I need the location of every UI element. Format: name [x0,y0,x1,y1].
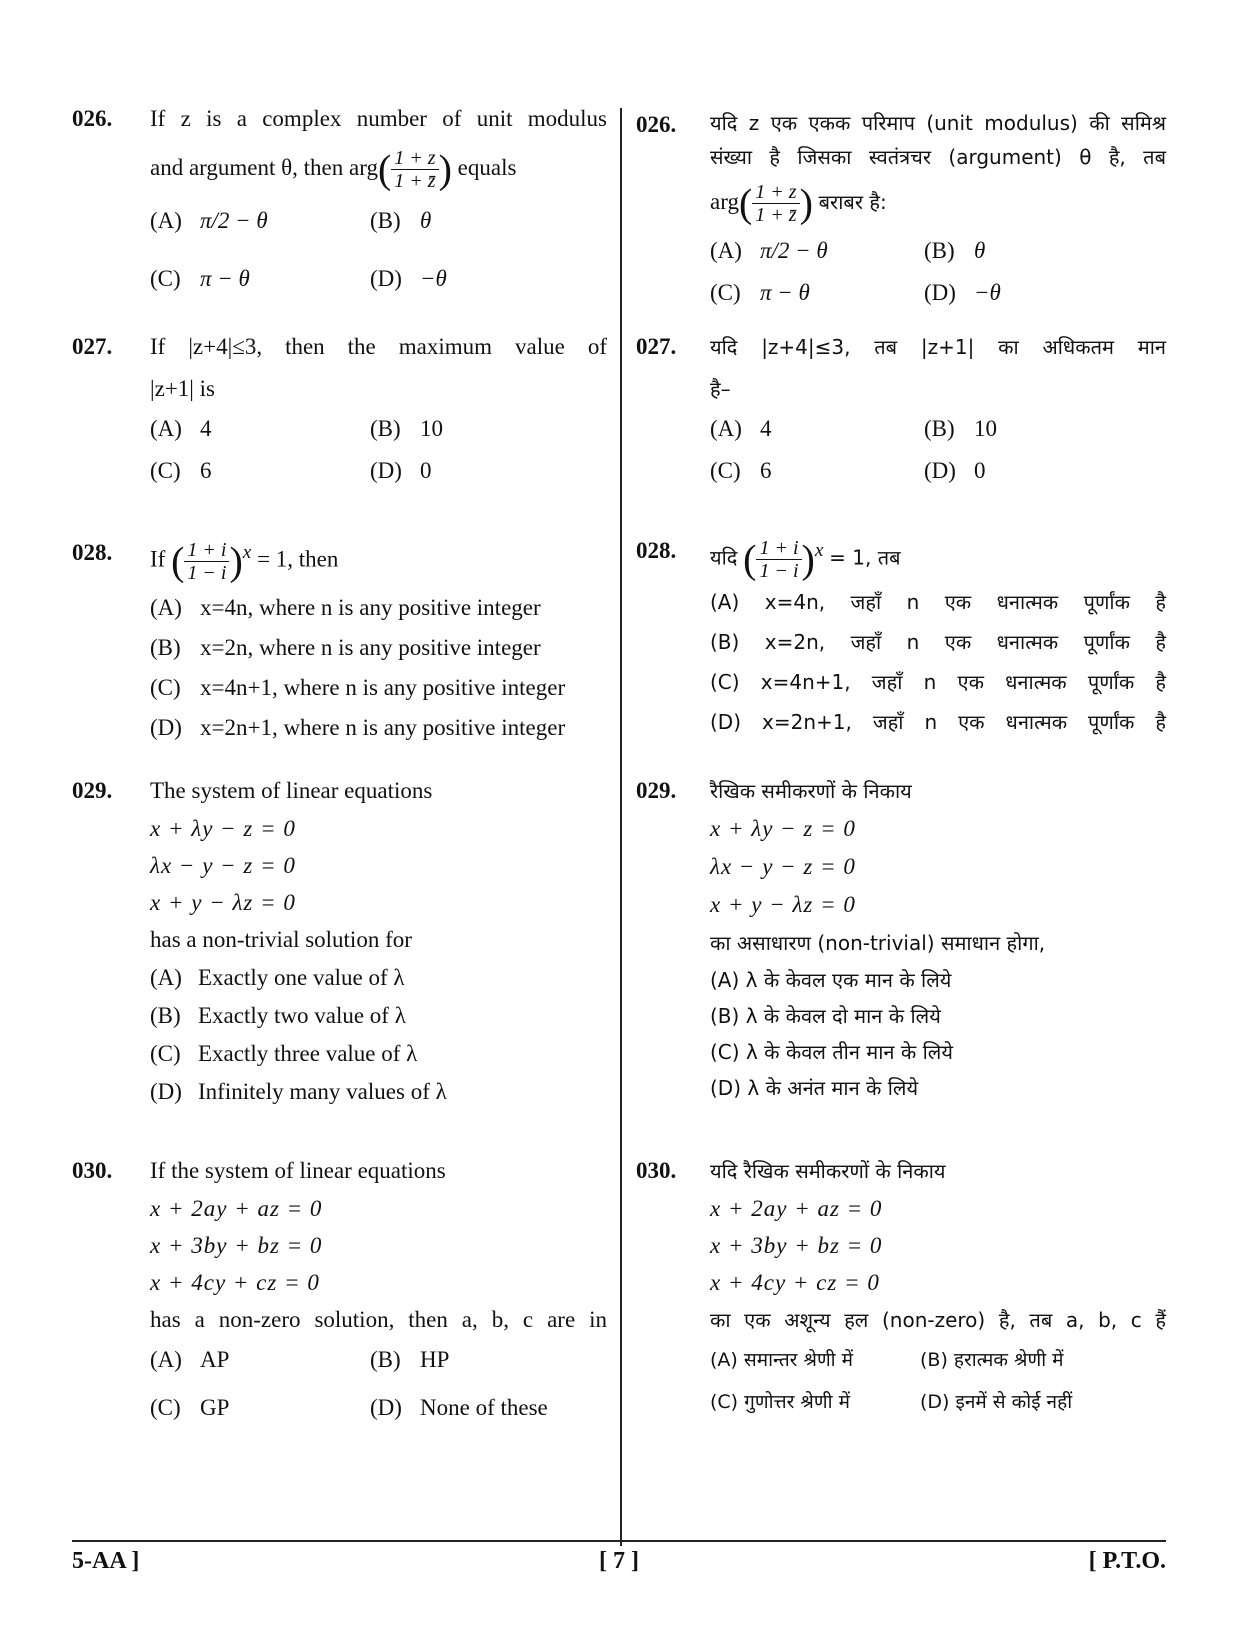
equation-3: x + 4cy + cz = 0 [710,1270,880,1295]
footer-rule [72,1540,1166,1542]
question-text-line: has a non-zero solution, then a, b, c are in [150,1307,607,1332]
column-divider [620,108,622,1546]
option-b: (B) λ के केवल दो मान के लिये [710,1004,941,1028]
question-text: यदि z एक एकक परिमाप (unit modulus) की समिश्र [710,111,1166,135]
option-a: (A) AP [150,1347,230,1372]
option-a: (A) 4 [710,416,772,441]
question-text-line: संख्या है जिसका स्वतंत्रचर (argument) θ है, तब [710,145,1166,169]
option-d: (D) इनमें से कोई नहीं [920,1391,1073,1413]
option-c: (C) x=4n+1, जहाँ n एक धनात्मक पूर्णांक है [710,670,1167,694]
option-c: (C) x=4n+1, where n is any positive integer [150,675,566,700]
option-a: (A) समान्तर श्रेणी में [710,1349,854,1371]
option-d: (D) 0 [370,458,432,483]
fraction: $\frac{1 + z}{1 + z̄}$ [391,147,438,192]
question-text: If z is a complex number of unit modulus [150,106,607,131]
option-a: (A) λ के केवल एक मान के लिये [710,968,952,992]
option-c: (C) λ के केवल तीन मान के लिये [710,1040,953,1064]
option-b: (B) 10 [370,416,443,441]
equation-3: x + y − λz = 0 [150,890,296,915]
option-c: (C) Exactly three value of λ [150,1041,418,1066]
option-d: (D) x=2n+1, जहाँ n एक धनात्मक पूर्णांक है [710,710,1167,734]
option-a: (A) π/2 − θ [150,208,268,233]
question-text-line: has a non-trivial solution for [150,927,412,952]
option-c: (C) π − θ [710,280,810,305]
question-text-line: का असाधारण (non-trivial) समाधान होगा, [710,931,1046,955]
equation-2: x + 3by + bz = 0 [150,1233,323,1258]
option-b: (B) θ [924,238,986,263]
question-number: 028. [636,538,677,563]
equation-1: x + λy − z = 0 [710,816,856,841]
pto-label: [ P.T.O. [1088,1548,1166,1574]
question-text-line: यदि ( $\frac{1 + i}{1 - i}$ )$^x$ = 1, तब [710,536,901,582]
question-text: यदि रैखिक समीकरणों के निकाय [710,1159,946,1183]
option-a: (A) x=4n, where n is any positive integer [150,595,541,620]
option-c: (C) 6 [710,458,772,483]
equation-2: x + 3by + bz = 0 [710,1233,883,1258]
option-b: (B) हरात्मक श्रेणी में [920,1349,1064,1371]
question-number: 030. [636,1158,677,1183]
option-b: (B) 10 [924,416,997,441]
option-c: (C) π − θ [150,266,250,291]
option-d: (D) x=2n+1, where n is any positive integer [150,715,566,740]
option-d: (D) Infinitely many values of λ [150,1079,447,1104]
question-text-line: |z+1| is [150,376,215,401]
equation-1: x + λy − z = 0 [150,816,296,841]
option-b: (B) HP [370,1347,450,1372]
question-number: 026. [636,112,677,137]
question-number: 027. [72,334,113,359]
option-c: (C) GP [150,1395,230,1420]
option-b: (B) x=2n, जहाँ n एक धनात्मक पूर्णांक है [710,630,1167,654]
footer-code: 5-AA ] [72,1548,140,1574]
question-text-line: If ( $\frac{1 + i}{1 - i}$ )$^x$ = 1, then [150,538,339,584]
fraction: $\frac{1 + i}{1 - i}$ [184,539,229,584]
question-text: यदि |z+4|≤3, तब |z+1| का अधिकतम मान [710,335,1166,359]
equation-2: λx − y − z = 0 [150,853,296,878]
equation-1: x + 2ay + az = 0 [150,1196,323,1221]
option-d: (D) None of these [370,1395,548,1420]
option-a: (A) π/2 − θ [710,238,828,263]
question-number: 027. [636,334,677,359]
question-text: The system of linear equations [150,778,433,803]
question-number: 028. [72,540,113,565]
equation-2: λx − y − z = 0 [710,854,856,879]
question-number: 029. [636,778,677,803]
fraction: $\frac{1 + i}{1 - i}$ [756,537,801,582]
option-a: (A) Exactly one value of λ [150,965,405,990]
question-text: If |z+4|≤3, then the maximum value of [150,334,607,359]
question-number: 026. [72,106,113,131]
option-b: (B) Exactly two value of λ [150,1003,406,1028]
option-d: (D) 0 [924,458,986,483]
question-text: रैखिक समीकरणों के निकाय [710,779,912,803]
equation-3: x + 4cy + cz = 0 [150,1270,320,1295]
question-text: If the system of linear equations [150,1158,446,1183]
question-number: 030. [72,1158,113,1183]
question-text-line: है– [710,377,731,401]
option-a: (A) 4 [150,416,212,441]
question-text-line: का एक अशून्य हल (non-zero) है, तब a, b, c हैं [710,1308,1166,1332]
option-a: (A) x=4n, जहाँ n एक धनात्मक पूर्णांक है [710,590,1167,614]
question-number: 029. [72,778,113,803]
fraction: $\frac{1 + z}{1 + z̄}$ [752,181,799,226]
equation-3: x + y − λz = 0 [710,892,856,917]
option-c: (C) गुणोत्तर श्रेणी में [710,1391,850,1413]
option-b: (B) x=2n, where n is any positive integer [150,635,541,660]
option-d: (D) λ के अनंत मान के लिये [710,1076,919,1100]
question-text-line: arg( $\frac{1 + z}{1 + z̄}$ ) बराबर है: [710,180,887,227]
page-number: [ 7 ] [599,1548,639,1574]
option-b: (B) θ [370,208,432,233]
option-d: (D) −θ [924,280,1001,305]
option-c: (C) 6 [150,458,212,483]
question-text-line: and argument θ, then arg( $\frac{1 + z}{1 + z̄}$ ) equals [150,146,517,193]
option-d: (D) −θ [370,266,447,291]
equation-1: x + 2ay + az = 0 [710,1196,883,1221]
